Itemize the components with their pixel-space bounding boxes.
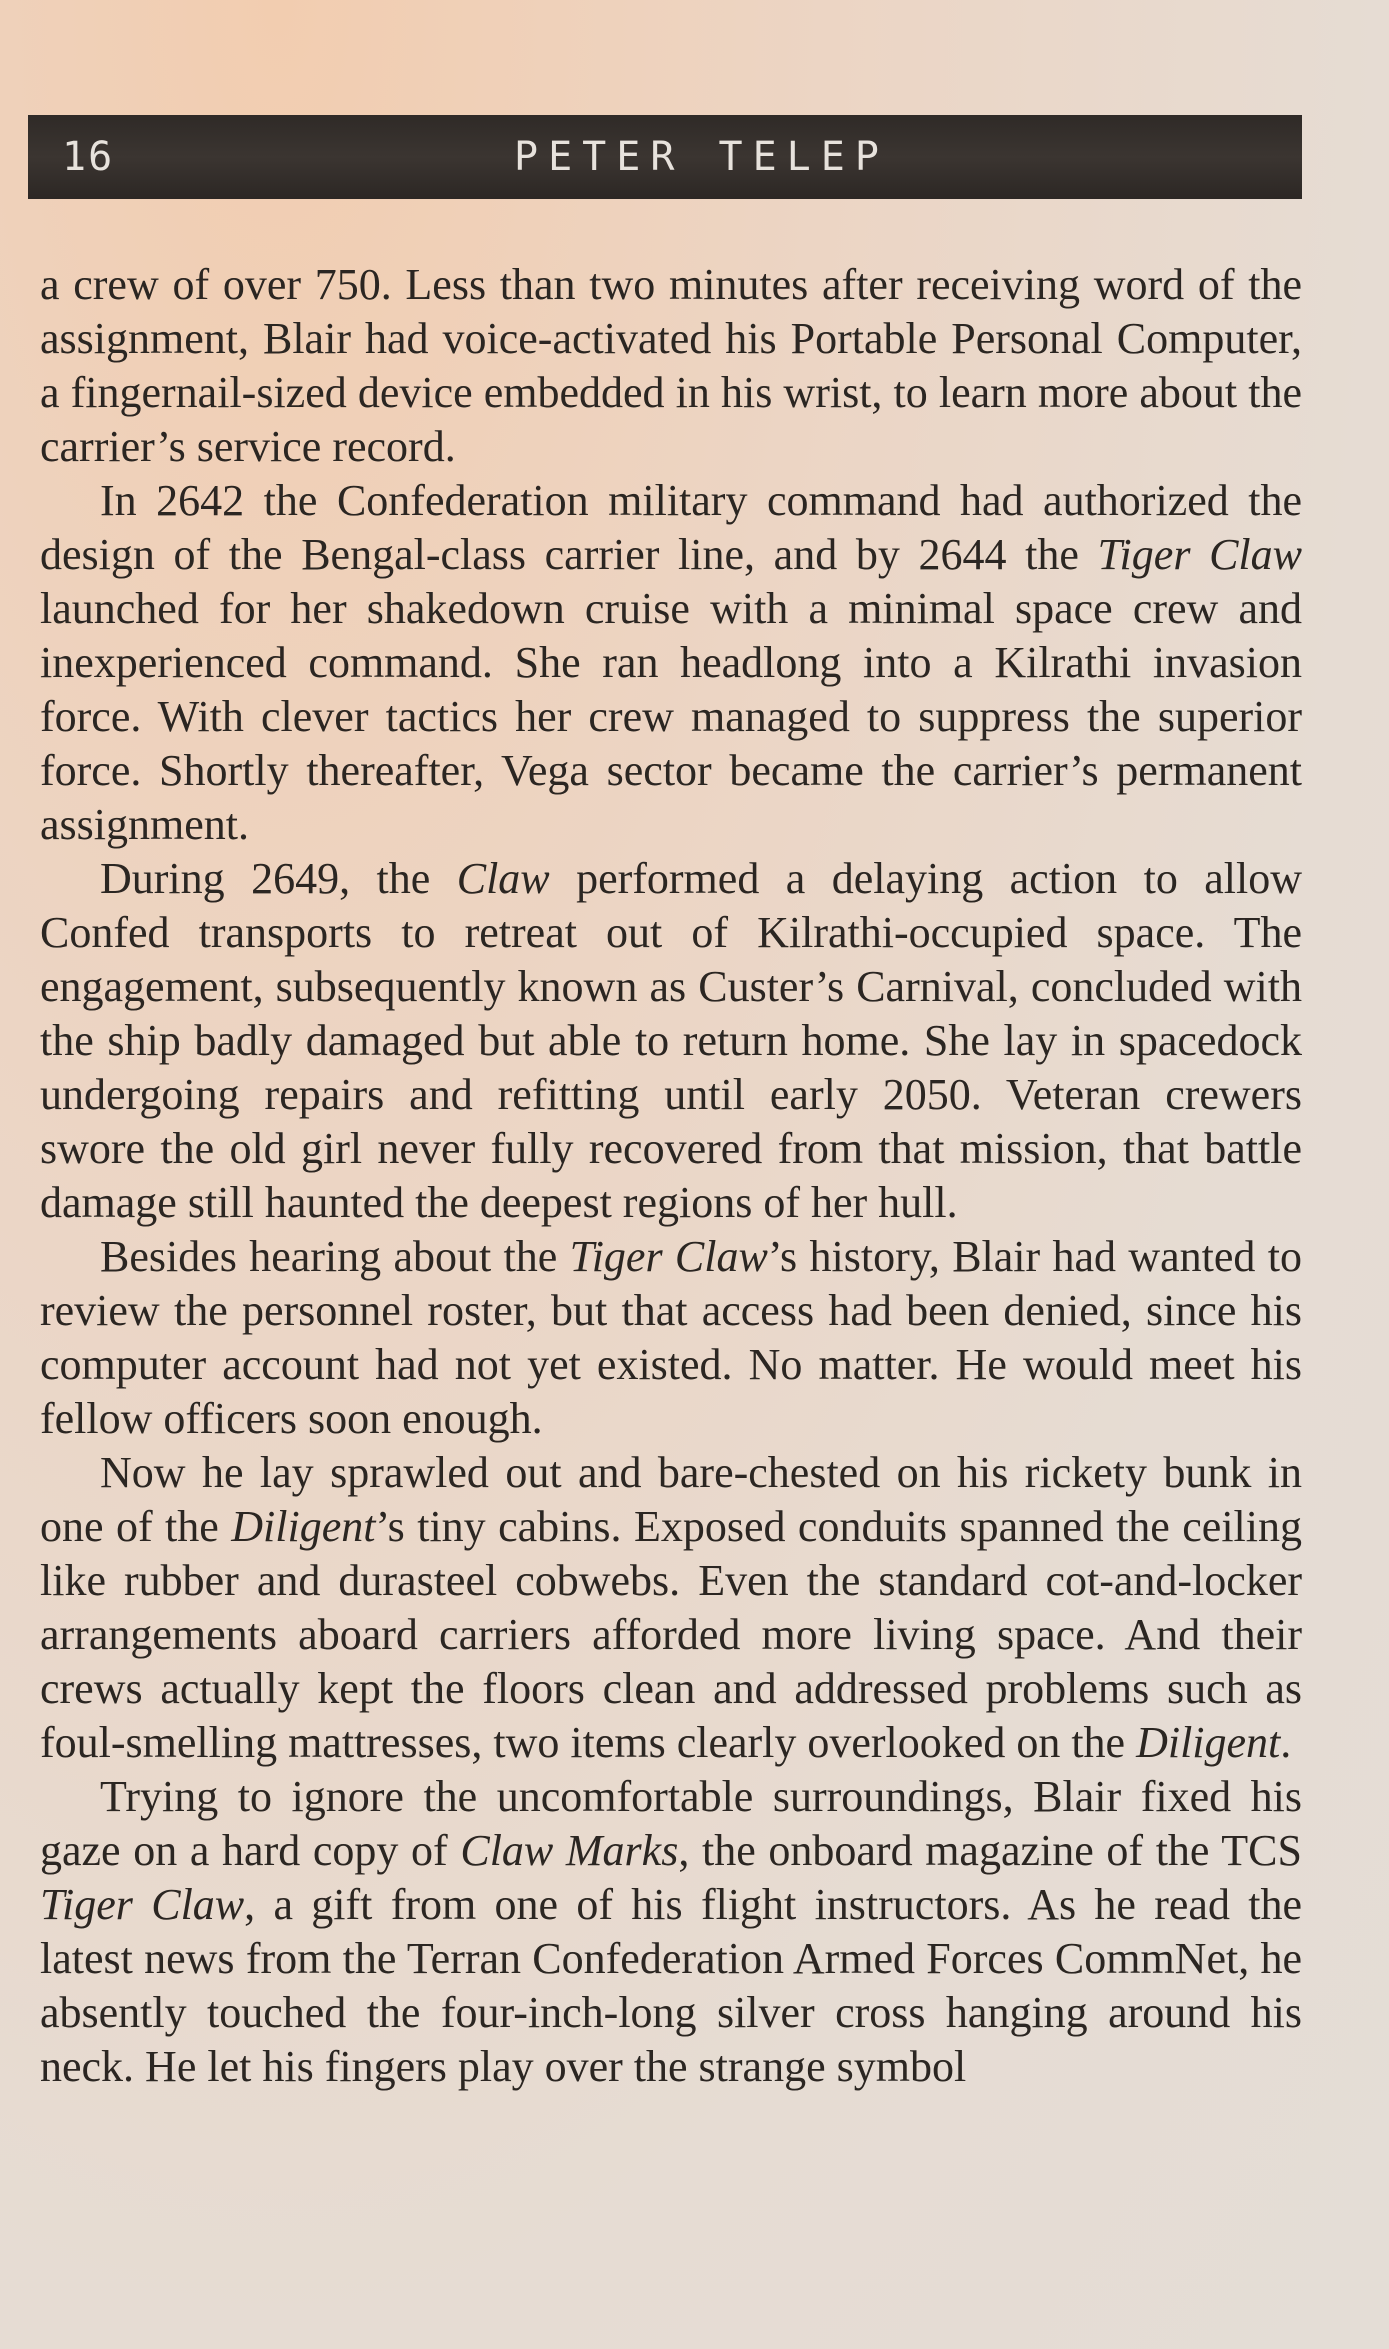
italic-title: Tiger Claw [1097, 530, 1302, 579]
paragraph-text: Now he lay sprawled out and bare-chested on his rickety bunk in one of the [40, 1448, 1302, 1551]
paragraph-text: launched for her shakedown cruise with a minimal space crew and inexperienced command. She ran headlong into a Kilrathi invasion force. With clever tactics her crew managed to suppress the superior force. Shortly thereafter, Vega sector became the carrier’s permanent assignment. [40, 584, 1302, 849]
paragraph-text: During 2649, the [100, 854, 457, 903]
paragraph-text: In 2642 the Confederation military command had authorized the design of the Bengal-class carrier line, and by 2644 the [40, 476, 1302, 579]
paragraph-4 [40, 1230, 1302, 1446]
italic-title: Diligent [1136, 1718, 1281, 1767]
paragraph-6 [40, 1770, 1302, 2094]
paragraph-text: performed a delaying action to allow Confed transports to retreat out of Kilrathi-occupied space. The engagement, subsequently known as Custer’s Carnival, concluded with the ship badly damaged but able to return home. She lay in spacedock undergoing repairs and refitting until early 2050. Veteran crewers swore the old girl never fully recovered from that mission, that battle damage still haunted the deepest regions of her hull. [40, 854, 1303, 1227]
paragraph-2 [40, 474, 1302, 852]
paragraph-3 [40, 852, 1302, 1230]
paragraph-text: . [1280, 1718, 1292, 1767]
running-head-author: PETER TELEP [514, 134, 889, 180]
italic-title: Tiger Claw [40, 1880, 245, 1929]
paragraph-text: ’s history, Blair had wanted to review the personnel roster, but that access had been denied, since his computer account had not yet existed. No matter. He would meet his fellow officers soon enough. [40, 1232, 1302, 1443]
paragraph-text: , a gift from one of his flight instructors. As he read the latest news from the Terran Confederation Armed Forces CommNet, he absently touched the four-inch-long silver cross hanging around his neck. He let his fingers play over the strange symbol [40, 1880, 1303, 2091]
paragraph-text: Trying to ignore the uncomfortable surroundings, Blair fixed his gaze on a hard copy of [40, 1772, 1302, 1875]
paragraph-text: , the onboard magazine of the TCS [678, 1826, 1303, 1875]
italic-title: Diligent [231, 1502, 376, 1551]
italic-title: Claw Marks [460, 1826, 679, 1875]
body-text [40, 258, 1302, 2094]
running-header-bar [28, 115, 1302, 199]
italic-title: Claw [456, 854, 550, 903]
paragraph-1 [40, 258, 1302, 474]
italic-title: Tiger Claw [569, 1232, 768, 1281]
paragraph-text: a crew of over 750. Less than two minutes after receiving word of the assignment, Blair had voice-activated his Portable Personal Computer, a fingernail-sized device embedded in his wrist, to learn more about the carrier’s service record. [40, 260, 1302, 471]
paragraph-5 [40, 1446, 1302, 1770]
paragraph-text: Besides hearing about the [100, 1232, 570, 1281]
paragraph-text: ’s tiny cabins. Exposed conduits spanned the ceiling like rubber and durasteel cobwebs. Even the standard cot-and-locker arrangements aboard carriers afforded more living space. And their crews actually kept the floors clean and addressed problems such as foul-smelling mattresses, two items clearly overlooked on the [40, 1502, 1302, 1767]
page-number: 16 [62, 134, 115, 180]
